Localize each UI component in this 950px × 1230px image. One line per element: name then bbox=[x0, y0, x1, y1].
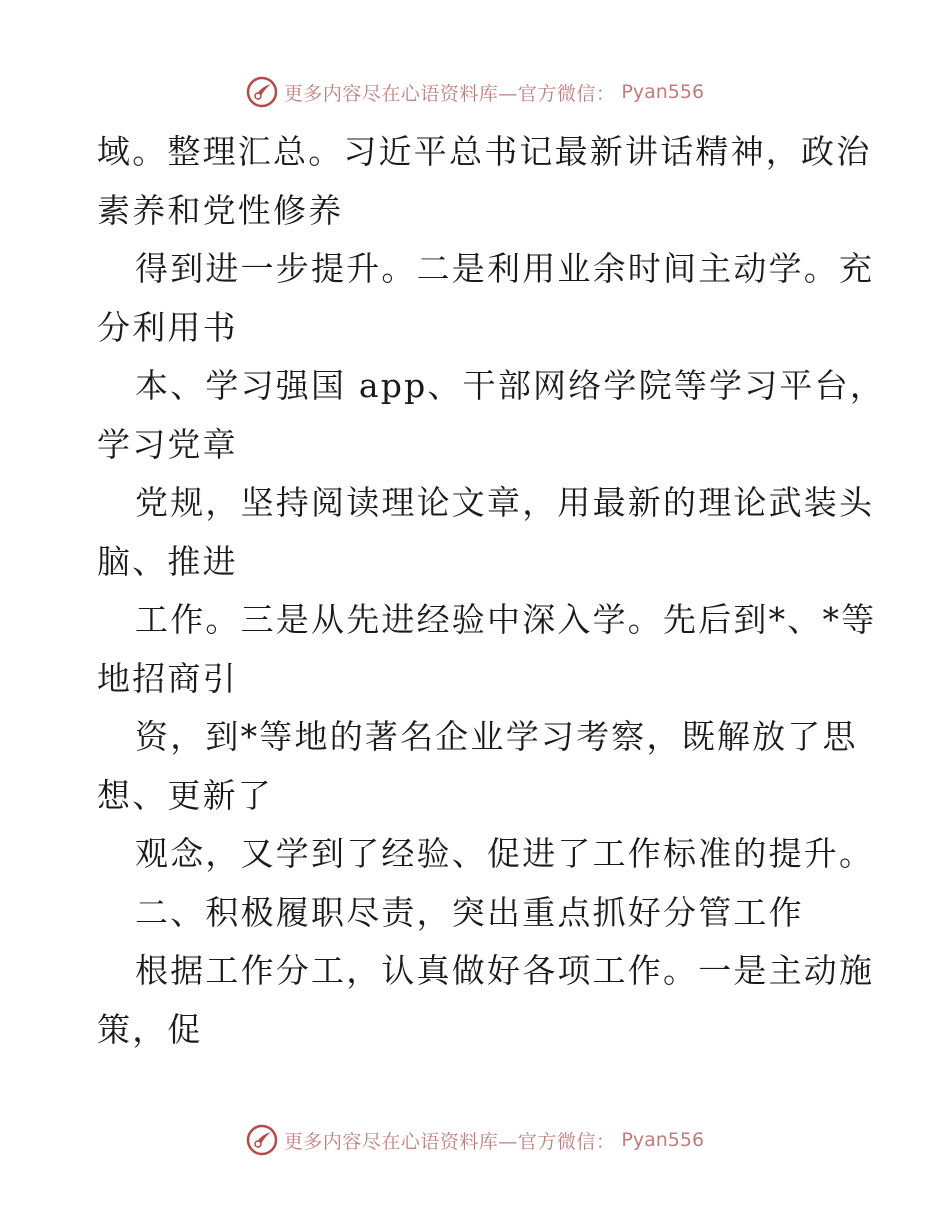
text-line: 观念，又学到了经验、促进了工作标准的提升。 bbox=[135, 834, 875, 873]
text-line: 地招商引 bbox=[97, 658, 238, 698]
text-line: 本、学习强国 app、干部网络学院等学习平台， bbox=[135, 366, 886, 405]
watermark-wechat-id: Pyan556 bbox=[621, 81, 705, 103]
header-watermark bbox=[0, 72, 950, 112]
watermark-text: 更多内容尽在心语资料库—官方微信： bbox=[283, 82, 616, 105]
logo-icon bbox=[246, 76, 278, 108]
text-line: 资，到*等地的著名企业学习考察，既解放了思 bbox=[135, 717, 858, 756]
document-body bbox=[97, 123, 886, 1059]
text-line: 策，促 bbox=[97, 1009, 203, 1049]
text-line: 分利用书 bbox=[97, 307, 238, 347]
text-line: 工作。三是从先进经验中深入学。先后到*、*等 bbox=[135, 600, 877, 639]
watermark-text: 更多内容尽在心语资料库—官方微信： bbox=[283, 1130, 616, 1153]
text-line: 学习党章 bbox=[97, 424, 238, 464]
logo-icon bbox=[246, 1124, 278, 1156]
footer-watermark bbox=[0, 1120, 950, 1160]
text-line: 得到进一步提升。二是利用业余时间主动学。充 bbox=[135, 249, 875, 288]
text-line: 素养和党性修养 bbox=[97, 190, 344, 230]
section-heading: 二、积极履职尽责，突出重点抓好分管工作 bbox=[135, 892, 804, 932]
watermark-wechat-id: Pyan556 bbox=[621, 1129, 705, 1151]
text-line: 想、更新了 bbox=[97, 775, 273, 815]
text-line: 脑、推进 bbox=[97, 541, 238, 581]
text-line: 党规，坚持阅读理论文章，用最新的理论武装头 bbox=[135, 483, 875, 522]
text-line: 根据工作分工，认真做好各项工作。一是主动施 bbox=[135, 951, 875, 990]
text-line: 域。整理汇总。习近平总书记最新讲话精神，政治 bbox=[97, 132, 872, 171]
